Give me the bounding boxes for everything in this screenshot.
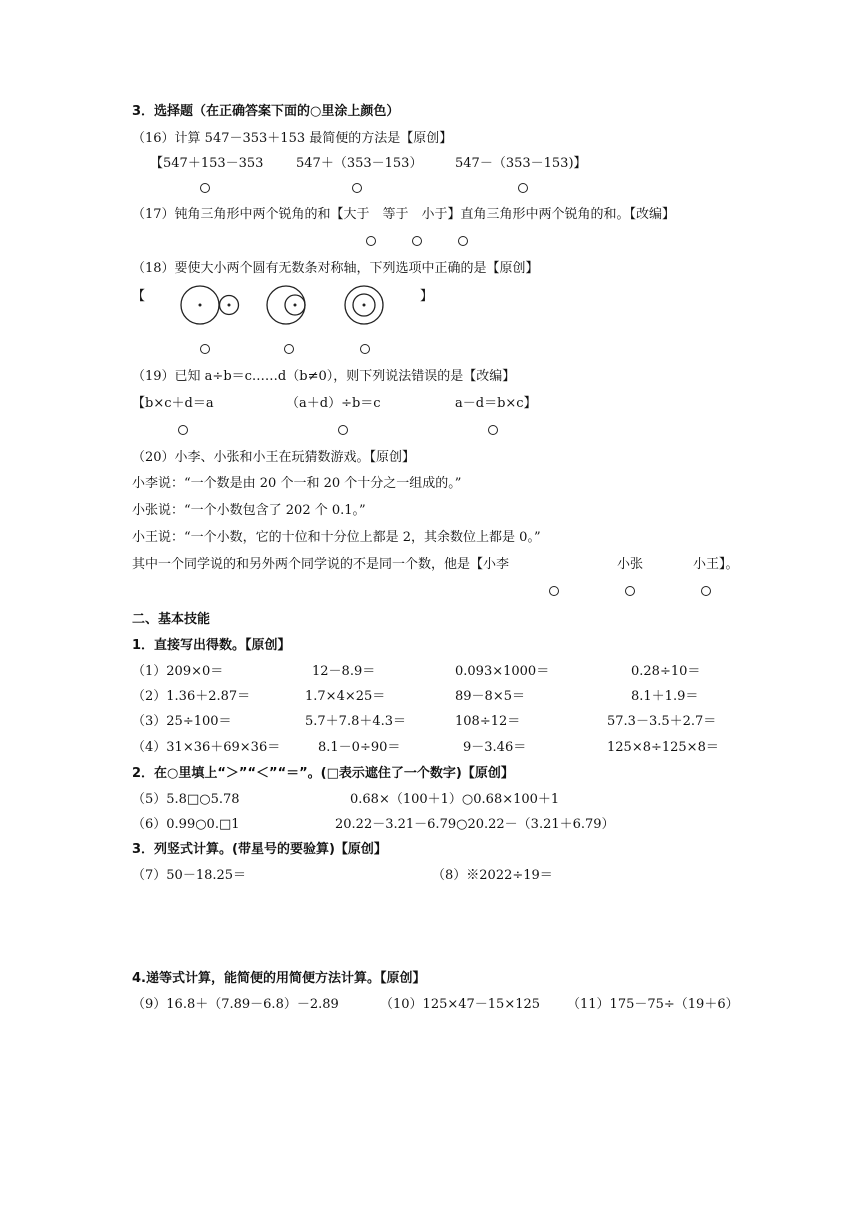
oral-calc-item: 0.093×1000＝: [455, 664, 550, 679]
oral-calc-item: 8.1－0÷90＝: [318, 740, 401, 755]
oral-calc-item: （1）209×0＝: [132, 664, 224, 679]
q16-option-a: 【547＋153－353: [150, 156, 264, 171]
q20-answer-circle-c[interactable]: [701, 586, 711, 596]
q16-answer-circle-a[interactable]: [200, 183, 210, 193]
question-19-stem: （19）已知 a÷b＝c……d（b≠0），则下列说法错误的是【改编】: [132, 369, 516, 384]
q20-answer-circle-a[interactable]: [549, 586, 559, 596]
oral-calc-item: 108÷12＝: [455, 714, 521, 729]
oral-calc-item: 9－3.46＝: [463, 740, 527, 755]
oral-calc-item: 125×8÷125×8＝: [607, 740, 719, 755]
q19-answer-circle-a[interactable]: [178, 425, 188, 435]
compare-item: 0.68×（100＋1）○0.68×100＋1: [350, 792, 560, 807]
q20-option-c: 小王】。: [693, 557, 739, 572]
q18-open-bracket: 【: [132, 289, 146, 304]
q16-option-c: 547－（353－153)】: [455, 156, 587, 171]
vertical-calc-item: （8）※2022÷19＝: [432, 868, 553, 883]
stepwise-calc-item: （10）125×47－15×125: [380, 997, 541, 1012]
compare-item: （5）5.8□○5.78: [132, 792, 240, 807]
q20-option-b: 小张: [617, 557, 644, 572]
compare-item: 20.22－3.21－6.79○20.22－（3.21＋6.79）: [335, 817, 615, 832]
q16-option-b: 547＋（353－153）: [296, 156, 423, 171]
q19-option-c: a－d＝b×c】: [455, 396, 537, 411]
vertical-calc-item: （7）50－18.25＝: [132, 868, 247, 883]
oral-calc-item: （2）1.36＋2.87＝: [132, 689, 251, 704]
q20-answer-circle-b[interactable]: [625, 586, 635, 596]
q17-answer-circle-b[interactable]: [412, 236, 422, 246]
q19-option-a: 【b×c＋d＝a: [132, 396, 214, 411]
question-18-stem: （18）要使大小两个圆有无数条对称轴，下列选项中正确的是【原创】: [132, 261, 539, 276]
oral-calc-item: 89－8×5＝: [455, 689, 525, 704]
subsection-2-heading: 2．在○里填上“＞”“＜”“＝”。(□表示遮住了一个数字)【原创】: [132, 766, 514, 781]
q16-answer-circle-b[interactable]: [352, 183, 362, 193]
stepwise-calc-item: （9）16.8＋（7.89－6.8）－2.89: [132, 997, 339, 1012]
q18-option-c-circles: [342, 283, 388, 329]
q19-option-b: （a＋d）÷b＝c: [286, 396, 381, 411]
oral-calc-item: 8.1＋1.9＝: [631, 689, 699, 704]
q19-answer-circle-b[interactable]: [338, 425, 348, 435]
part-heading: 二、基本技能: [132, 612, 211, 627]
q18-close-bracket: 】: [420, 289, 434, 304]
subsection-1-heading: 1．直接写出得数。【原创】: [132, 638, 291, 653]
oral-calc-item: 0.28÷10＝: [631, 664, 701, 679]
q18-option-b-circles: [264, 283, 314, 329]
oral-calc-item: 5.7＋7.8＋4.3＝: [305, 714, 407, 729]
q18-option-a-circles: [178, 283, 242, 329]
q18-answer-circle-c[interactable]: [360, 344, 370, 354]
subsection-3-heading: 3．列竖式计算。(带星号的要验算)【原创】: [132, 842, 387, 857]
q18-answer-circle-b[interactable]: [284, 344, 294, 354]
section-heading: 3．选择题（在正确答案下面的○里涂上颜色）: [132, 104, 400, 119]
q20-statement-zhang: 小张说：“一个小数包含了 202 个 0.1。”: [132, 503, 366, 518]
subsection-4-heading: 4.递等式计算，能简便的用简便方法计算。【原创】: [132, 971, 426, 986]
oral-calc-item: （4）31×36＋69×36＝: [132, 740, 281, 755]
q19-answer-circle-c[interactable]: [488, 425, 498, 435]
oral-calc-item: （3）25÷100＝: [132, 714, 232, 729]
oral-calc-item: 12－8.9＝: [312, 664, 376, 679]
q20-question: 其中一个同学说的和另外两个同学说的不是同一个数，他是【小李: [132, 557, 510, 572]
question-17-stem: （17）钝角三角形中两个锐角的和【大于 等于 小于】直角三角形中两个锐角的和。【改编】: [132, 207, 676, 222]
stepwise-calc-item: （11）175－75÷（19＋6）: [567, 997, 739, 1012]
q20-statement-li: 小李说：“一个数是由 20 个一和 20 个十分之一组成的。”: [132, 476, 462, 491]
question-16-stem: （16）计算 547－353＋153 最简便的方法是【原创】: [132, 131, 453, 146]
q17-answer-circle-a[interactable]: [366, 236, 376, 246]
compare-item: （6）0.99○0.□1: [132, 817, 240, 832]
question-20-stem: （20）小李、小张和小王在玩猜数游戏。【原创】: [132, 450, 416, 465]
q20-statement-wang: 小王说：“一个小数，它的十位和十分位上都是 2，其余数位上都是 0。”: [132, 530, 541, 545]
oral-calc-item: 57.3－3.5＋2.7＝: [607, 714, 717, 729]
q16-answer-circle-c[interactable]: [518, 183, 528, 193]
q17-answer-circle-c[interactable]: [458, 236, 468, 246]
oral-calc-item: 1.7×4×25＝: [305, 689, 386, 704]
q18-answer-circle-a[interactable]: [200, 344, 210, 354]
